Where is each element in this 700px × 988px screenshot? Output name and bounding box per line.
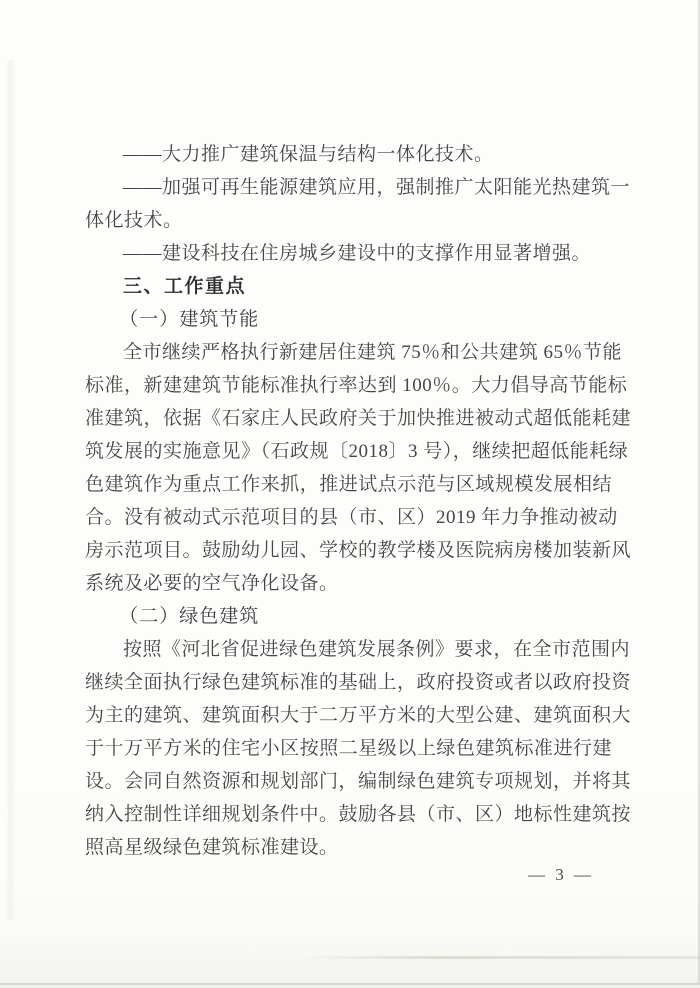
page-number: — 3 — bbox=[528, 865, 594, 884]
body-line: 筑发展的实施意见》（石政规〔2018〕3 号），继续把超低能耗绿 bbox=[85, 441, 629, 462]
section-heading: 三、工作重点 bbox=[123, 276, 247, 297]
dash-item-continuation-line: 体化技术。 bbox=[85, 210, 183, 231]
body-line: 合。没有被动式示范项目的县（市、区）2019 年力争推动被动 bbox=[85, 507, 618, 528]
document-body bbox=[85, 0, 632, 864]
body-line: 准建筑，依据《石家庄人民政府关于加快推进被动式超低能耗建 bbox=[85, 408, 632, 429]
scan-left-edge-shadow bbox=[6, 60, 15, 920]
dash-item-line: ——加强可再生能源建筑应用，强制推广太阳能光热建筑一 bbox=[123, 177, 631, 198]
body-line: 按照《河北省促进绿色建筑发展条例》要求，在全市范围内 bbox=[123, 639, 631, 660]
dash-item-line: ——大力推广建筑保温与结构一体化技术。 bbox=[123, 144, 494, 165]
subsection-heading-energy-saving: （一）建筑节能 bbox=[119, 309, 260, 330]
body-line: 继续全面执行绿色建筑标准的基础上，政府投资或者以政府投资 bbox=[85, 672, 632, 693]
body-line: 房示范项目。鼓励幼儿园、学校的教学楼及医院病房楼加装新风 bbox=[85, 540, 632, 561]
body-line: 于十万平方米的住宅小区按照二星级以上绿色建筑标准进行建 bbox=[85, 738, 612, 759]
dash-item-line: ——建设科技在住房城乡建设中的支撑作用显著增强。 bbox=[123, 243, 592, 264]
body-line: 标准，新建建筑节能标准执行率达到 100％。大力倡导高节能标 bbox=[85, 375, 628, 396]
body-line: 全市继续严格执行新建居住建筑 75％和公共建筑 65％节能 bbox=[123, 342, 623, 363]
body-line: 设。会同自然资源和规划部门，编制绿色建筑专项规划，并将其 bbox=[85, 771, 632, 792]
body-line: 为主的建筑、建筑面积大于二万平方米的大型公建、建筑面积大 bbox=[85, 705, 632, 726]
body-line: 纳入控制性详细规划条件中。鼓励各县（市、区）地标性建筑按 bbox=[85, 804, 632, 825]
subsection-heading-green-building: （二）绿色建筑 bbox=[119, 606, 260, 627]
body-line: 系统及必要的空气净化设备。 bbox=[85, 573, 339, 594]
body-line: 照高星级绿色建筑标准建设。 bbox=[85, 837, 339, 858]
scan-artifact-streak bbox=[300, 956, 700, 959]
body-line: 色建筑作为重点工作来抓，推进试点示范与区域规模发展相结 bbox=[85, 474, 612, 495]
